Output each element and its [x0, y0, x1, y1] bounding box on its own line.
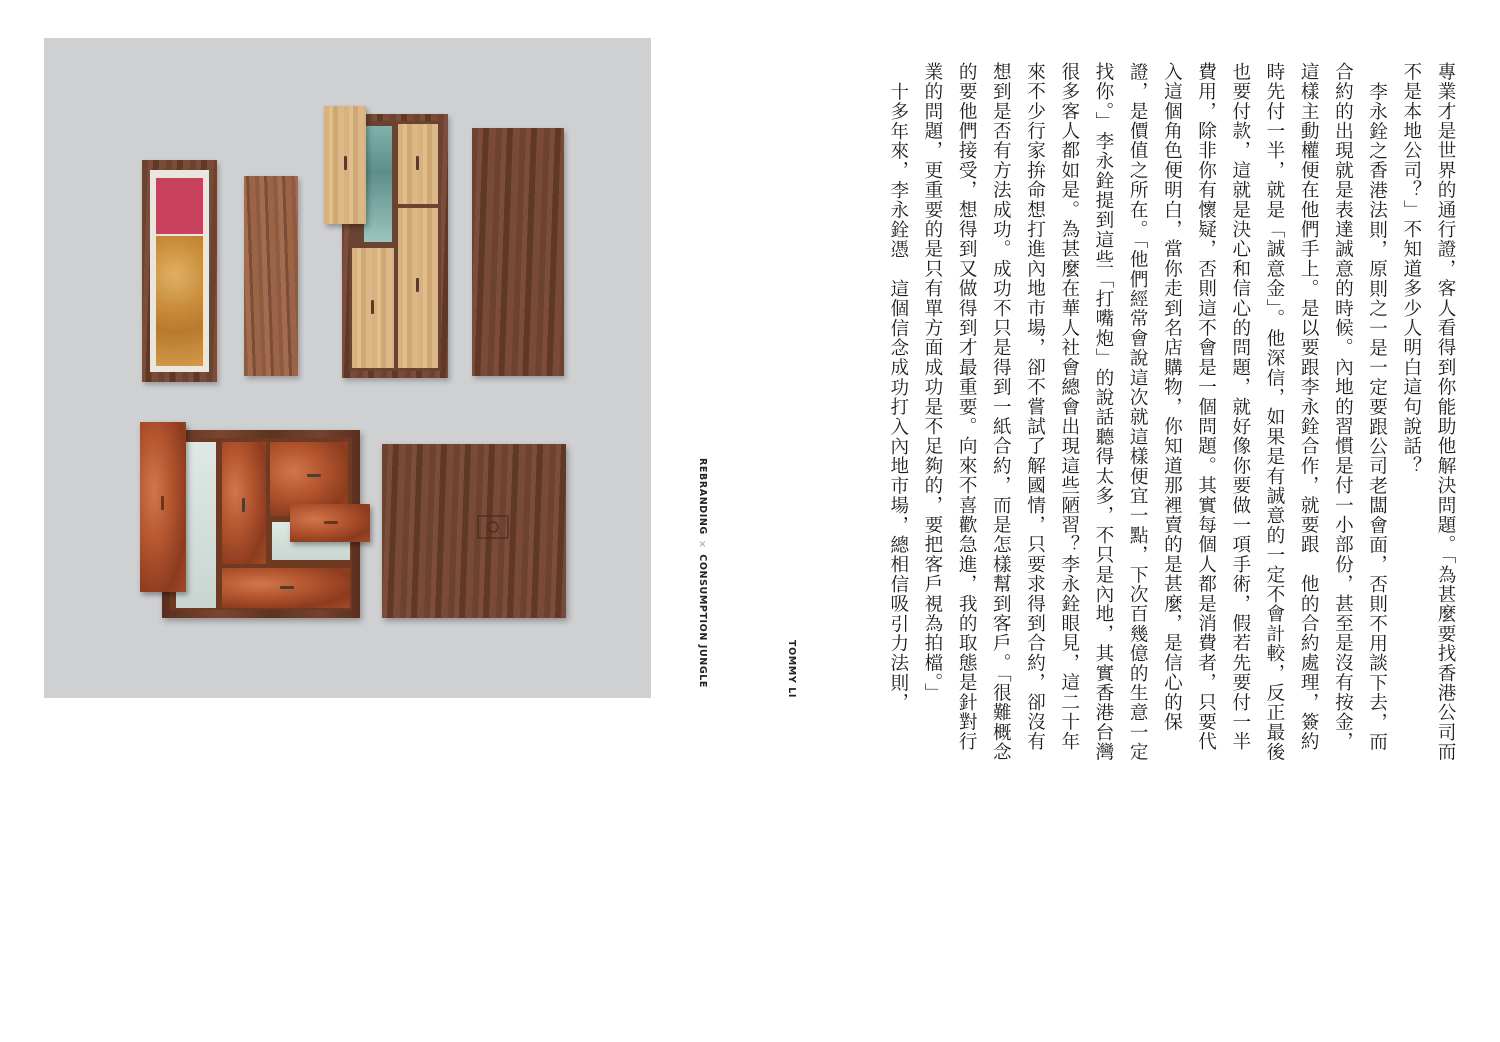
narrow-lid	[244, 176, 298, 376]
running-header-name: TOMMY LI	[786, 640, 797, 699]
oak-compartment-1	[398, 124, 438, 204]
oak-lid	[324, 106, 366, 224]
separator: ×	[697, 538, 708, 551]
paragraph-1: 專業才是世界的通行證，客人看得到你能助他解決問題。「為甚麼要找香港公司而不是本地公司？」不知道多少人明白這句說話？	[1400, 62, 1456, 762]
red-compartment-3	[222, 568, 350, 608]
paragraph-2: 李永銓之香港法則，原則之一是一定要跟公司老闆會面，否則不用談下去，而合約的出現就是表達誠意的時候。內地的習慣是付一小部份，甚至是沒有按金，這樣主動權便在他們手上。是以要跟李永銓合作，就要跟 他的合約處理，簽約時先付一半，就是「誠意金」。他深信，如果是有誠意的一定不會計較，反正最後也要付款，這就是決心和信心的問題，就好像你要做一項手術，假若先要付一半費用，除非你有懷疑，否則這不會是一個問題。其實每個人都是消費者，只要代入這個角色便明白，當你走到名店購物，你知道那裡賣的是甚麼，是信心的保證，是價值之所在。「他們經常會說這次就這樣便宜一點，下次百幾億的生意一定找你。」李永銓提到這些「打嘴炮」的說話聽得太多，不只是內地，其實香港台灣很多客人都如是。為甚麼在華人社會總會出現這些陋習？李永銓眼見，這二十年來不少行家拚命想打進內地市場，卻不嘗試了解國情，只要求得到合約，卻沒有想到是否有方法成功。成功不只是得到一紙合約，而是怎樣幫到客戶。「很難概念的要他們接受，想得到又做得到才最重要。向來不喜歡急進，我的取態是針對行業的問題，更重要的是只有單方面成功是不足夠的，要把客戶視為拍檔。」	[921, 62, 1388, 762]
red-compartment-1	[222, 442, 266, 564]
section-label: REBRANDING	[697, 458, 708, 535]
walnut-closed-box	[472, 128, 564, 376]
red-lid-small	[290, 504, 370, 542]
teal-compartment	[364, 126, 392, 242]
walnut-square-lid	[382, 444, 566, 618]
burl-panel	[156, 236, 203, 366]
red-lid-vertical	[140, 422, 186, 592]
oak-compartment-3	[352, 248, 394, 368]
running-header-section	[697, 458, 708, 708]
oak-compartment-2	[398, 208, 438, 368]
pink-block	[156, 178, 203, 234]
article-body	[872, 62, 1462, 762]
paragraph-3: 十多年來，李永銓憑 這個信念成功打入內地市場，總相信吸引力法則，	[887, 82, 909, 713]
brand-mark-icon	[476, 514, 510, 540]
subsection-label: CONSUMPTION JUNGLE	[697, 554, 708, 688]
product-photo	[44, 38, 651, 698]
